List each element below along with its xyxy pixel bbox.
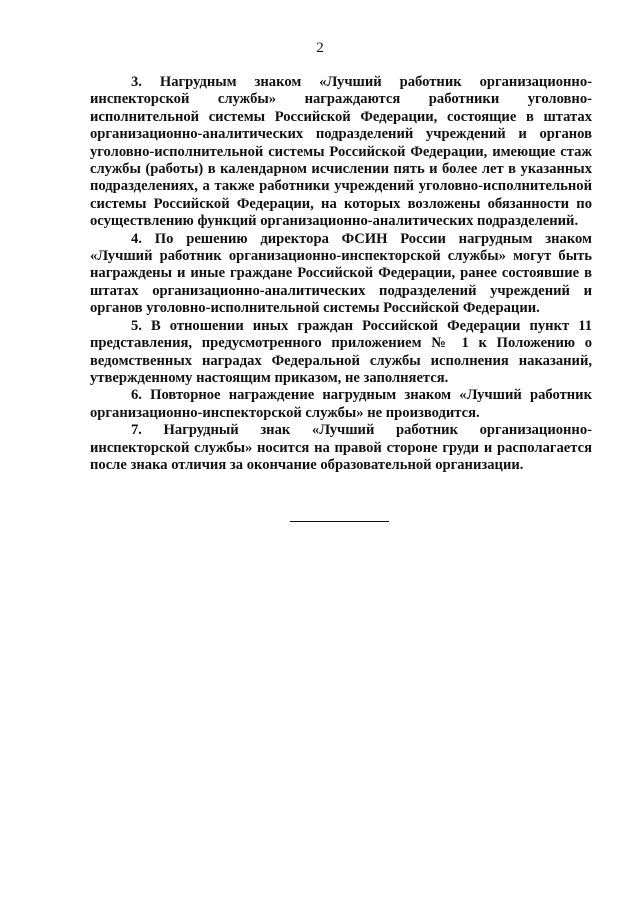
document-body [90, 74, 592, 474]
paragraph-7: 7. Нагрудный знак «Лучший работник организационно-инспекторской службы» носится на правой стороне груди и располагается после знака отличия за окончание образовательной организации. [90, 422, 592, 473]
page-number: 2 [316, 40, 324, 56]
paragraph-5: 5. В отношении иных граждан Российской Федерации пункт 11 представления, предусмотренного приложением № 1 к Положению о ведомственных наградах Федеральной службы исполнения наказаний, утвержденному настоящим приказом, не заполняется. [90, 317, 592, 386]
end-divider-line [290, 521, 389, 522]
paragraph-4: 4. По решению директора ФСИН России нагрудным знаком «Лучший работник организационно-инспекторской службы» могут быть награждены и иные граждане Российской Федерации, ранее состоявшие в штатах организационно-аналитических подразделений учреждений и органов уголовно-исполнительной системы Российской Федерации. [90, 230, 592, 317]
paragraph-3: 3. Нагрудным знаком «Лучший работник организационно-инспекторской службы» награждаются работники уголовно-исполнительной системы Российской Федерации, состоящие в штатах организационно-аналитических подразделений учреждений и органов уголовно-исполнительной системы Российской Федерации, имеющие стаж службы (работы) в календарном исчислении пять и более лет в указанных подразделениях, а также работники учреждений уголовно-исполнительной системы Российской Федерации, на которых возложены обязанности по осуществлению функций организационно-аналитических подразделений. [90, 74, 592, 230]
paragraph-6: 6. Повторное награждение нагрудным знаком «Лучший работник организационно-инспекторской службы» не производится. [90, 387, 592, 421]
